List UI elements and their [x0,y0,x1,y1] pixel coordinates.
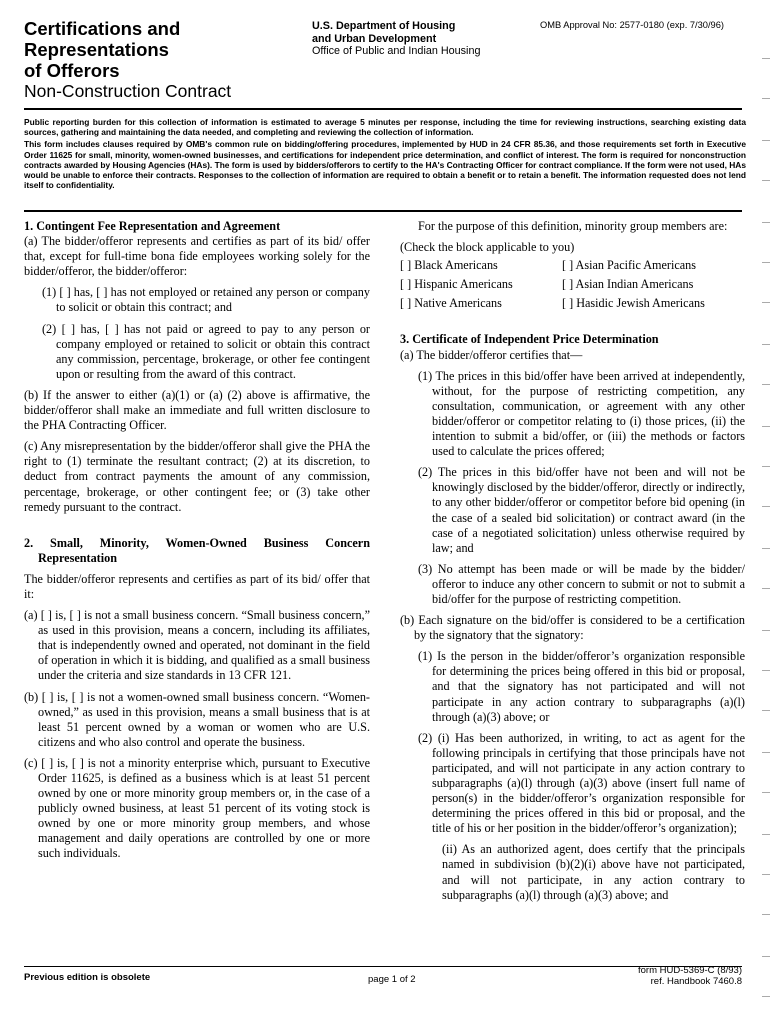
form-title-line-1: Certifications and [24,18,181,39]
checkbox-hispanic-americans[interactable]: [ ] Hispanic Americans [400,277,513,292]
checkbox-native-americans[interactable]: [ ] Native Americans [400,296,502,311]
form-subtitle: Non-Construction Contract [24,81,232,101]
left-column [24,219,370,862]
section-3-item-b2i: (2) (i) Has been authorized, in writing, to act as agent for the following principals in certifying that those principals have not participated, and will not participate in any action contrary to subparagraphs (a)(l) through (a)(3) above (insert full name of person(s) in the bidder/offeror’s organization responsible for determining the prices offered in this bid or proposal, and the title of his or her position in the bidder/offeror’s organization); [418,730,745,836]
section-1-para-a: (a) The bidder/offeror represents and certifies as part of its bid/ offer that, except for full-time bona fide employees working solely for the bidder/offeror, the bidder/offeror: [24,234,370,279]
section-1-heading: 1. Contingent Fee Representation and Agreement [24,219,281,233]
checkbox-asian-pacific-americans[interactable]: [ ] Asian Pacific Americans [562,258,697,273]
burden-divider [24,210,742,212]
section-1-item-a1: (1) [ ] has, [ ] has not employed or retained any person or company to solicit or obtain this contract; and [42,285,370,315]
page-number: page 1 of 2 [368,974,416,985]
section-1-para-c: (c) Any misrepresentation by the bidder/offeror shall give the PHA the right to (1) terminate the resultant contract; (2) at its discretion, to deduct from contract payments the amount of any commission, percentage, brokerage, or other contingent fee; or (3) take other remedy pursuant to the contract. [24,439,370,514]
form-number: form HUD-5369-C (8/93) [638,965,742,976]
section-2-item-b: (b) [ ] is, [ ] is not a women-owned small business concern. “Women-owned,” as used in this provision, means a small business that is at least 51 percent owned by a woman or women who are U.S. citizens and who also control and operate the business. [24,689,370,749]
minority-checkbox-grid [400,258,745,311]
agency-line-1: U.S. Department of Housing [312,20,456,32]
agency-block [312,20,532,58]
minority-check-instruction: (Check the block applicable to you) [400,240,575,255]
section-3-item-b2ii: (ii) As an authorized agent, does certify that the principals named in subdivision (b)(2)(i) above have not participated, and will not participate, in any action contrary to subparagraphs (a)(l) through (a)(3) above; and [442,842,745,902]
minority-intro: For the purpose of this definition, minority group members are: [418,219,728,233]
section-2-item-c: (c) [ ] is, [ ] is not a minority enterprise which, pursuant to Executive Order 11625, is defined as a business which is at least 51 percent owned by one or more minority group members or, in the case of a publicly owned business, at least 51 percent of its voting stock is owned by one or more minority group members, and whose management and daily operations are controlled by one or more such individuals. [24,755,370,861]
burden-statement [24,117,746,192]
header-divider [24,108,742,110]
section-2-intro: The bidder/offeror represents and certifies as part of its bid/ offer that it: [24,571,370,601]
section-3-item-a2: (2) The prices in this bid/offer have not been and will not be knowingly disclosed by the bidder/offeror, directly or indirectly, to any other bidder/offeror or competitor before bid opening (in the case of a sealed bid solicitation) or contract award (in the case of a negotiated solicitation) unless otherwise required by law; and [418,465,745,555]
checkbox-asian-indian-americans[interactable]: [ ] Asian Indian Americans [562,277,694,292]
form-number-block [610,965,742,987]
handbook-reference: ref. Handbook 7460.8 [650,976,742,987]
form-title-line-3: of Offerors [24,60,120,81]
section-3-item-a3: (3) No attempt has been made or will be made by the bidder/ offeror to induce any other concern to submit or not to submit a bid/offer for the purpose of restricting competition. [418,561,745,606]
section-3-para-b: (b) Each signature on the bid/offer is considered to be a certification by the signatory that the signatory: [400,613,745,643]
right-column [400,219,745,903]
section-3-heading: 3. Certificate of Independent Price Determination [400,332,659,347]
section-1-item-a2: (2) [ ] has, [ ] has not paid or agreed to pay to any person or company employed or retained to solicit or obtain this contract any commission, percentage, brokerage, or other fee contingent upon or resulting from the award of this contract. [42,321,370,381]
checkbox-black-americans[interactable]: [ ] Black Americans [400,258,498,273]
agency-line-2: and Urban Development [312,32,437,45]
section-3-item-a1: (1) The prices in this bid/offer have been arrived at independently, without, for the purpose of restricting competition, any consultation, communication, or agreement with any other bidder/offeror or competitor relating to (i) those prices, (ii) the intention to submit a bid/offer, or (iii) the methods or factors used to calculate the prices offered; [418,368,745,459]
section-3-item-b1: (1) Is the person in the bidder/offeror’s organization responsible for determining the prices being offered in this bid or proposal, and that the signatory has not participated and will not participate in any action contrary to subparagraphs (a)(l) through (a)(3) above; or [418,649,745,724]
agency-line-3: Office of Public and Indian Housing [312,45,481,57]
section-2-item-a: (a) [ ] is, [ ] is not a small business concern. “Small business concern,” as used in this provision, means a concern, including its affiliates, that is independently owned and operated, not dominant in the field of operation in which it is bidding, and qualified as a small business under the criteria and size standards in 13 CFR 121. [24,608,370,683]
section-1-para-b: (b) If the answer to either (a)(1) or (a) (2) above is affirmative, the bidder/offeror shall make an immediate and full written disclosure to the PHA Contracting Officer. [24,387,370,433]
form-title-block [24,18,294,101]
checkbox-hasidic-jewish-americans[interactable]: [ ] Hasidic Jewish Americans [562,296,705,311]
footer-obsolete-note: Previous edition is obsolete [24,972,151,983]
scan-edge-marks [760,0,770,1024]
form-title-line-2: Representations [24,39,169,60]
section-3-para-a: (a) The bidder/offeror certifies that— [400,347,583,362]
burden-paragraph-2: This form includes clauses required by OMB's common rule on bidding/offering procedures, implemented by HUD in 24 CFR 85.36, and those requirements set forth in Executive Order 11625 for small, minority, women-owned businesses, and certifications for independent price determination, and conflict of interest. The form is required for nonconstruction contracts awarded by Housing Agencies (HAs). The form is used by bidders/offerors to certify to the HA's Contracting Officer for contract compliance. If the form were not used, HAs would be unable to enforce their contracts. Responses to the collection of information are required to obtain a benefit or to retain a benefit. The information requested does not lend itself to confidentiality. [24,139,746,191]
section-2-heading: 2. Small, Minority, Women-Owned Business Concern Representation [24,535,370,565]
omb-approval: OMB Approval No: 2577-0180 (exp. 7/30/96) [540,20,724,30]
burden-paragraph-1: Public reporting burden for this collection of information is estimated to average 5 minutes per response, including the time for reviewing instructions, searching existing data sources, gathering and maintaining the data needed, and completing and reviewing the collection of information. [24,117,746,138]
